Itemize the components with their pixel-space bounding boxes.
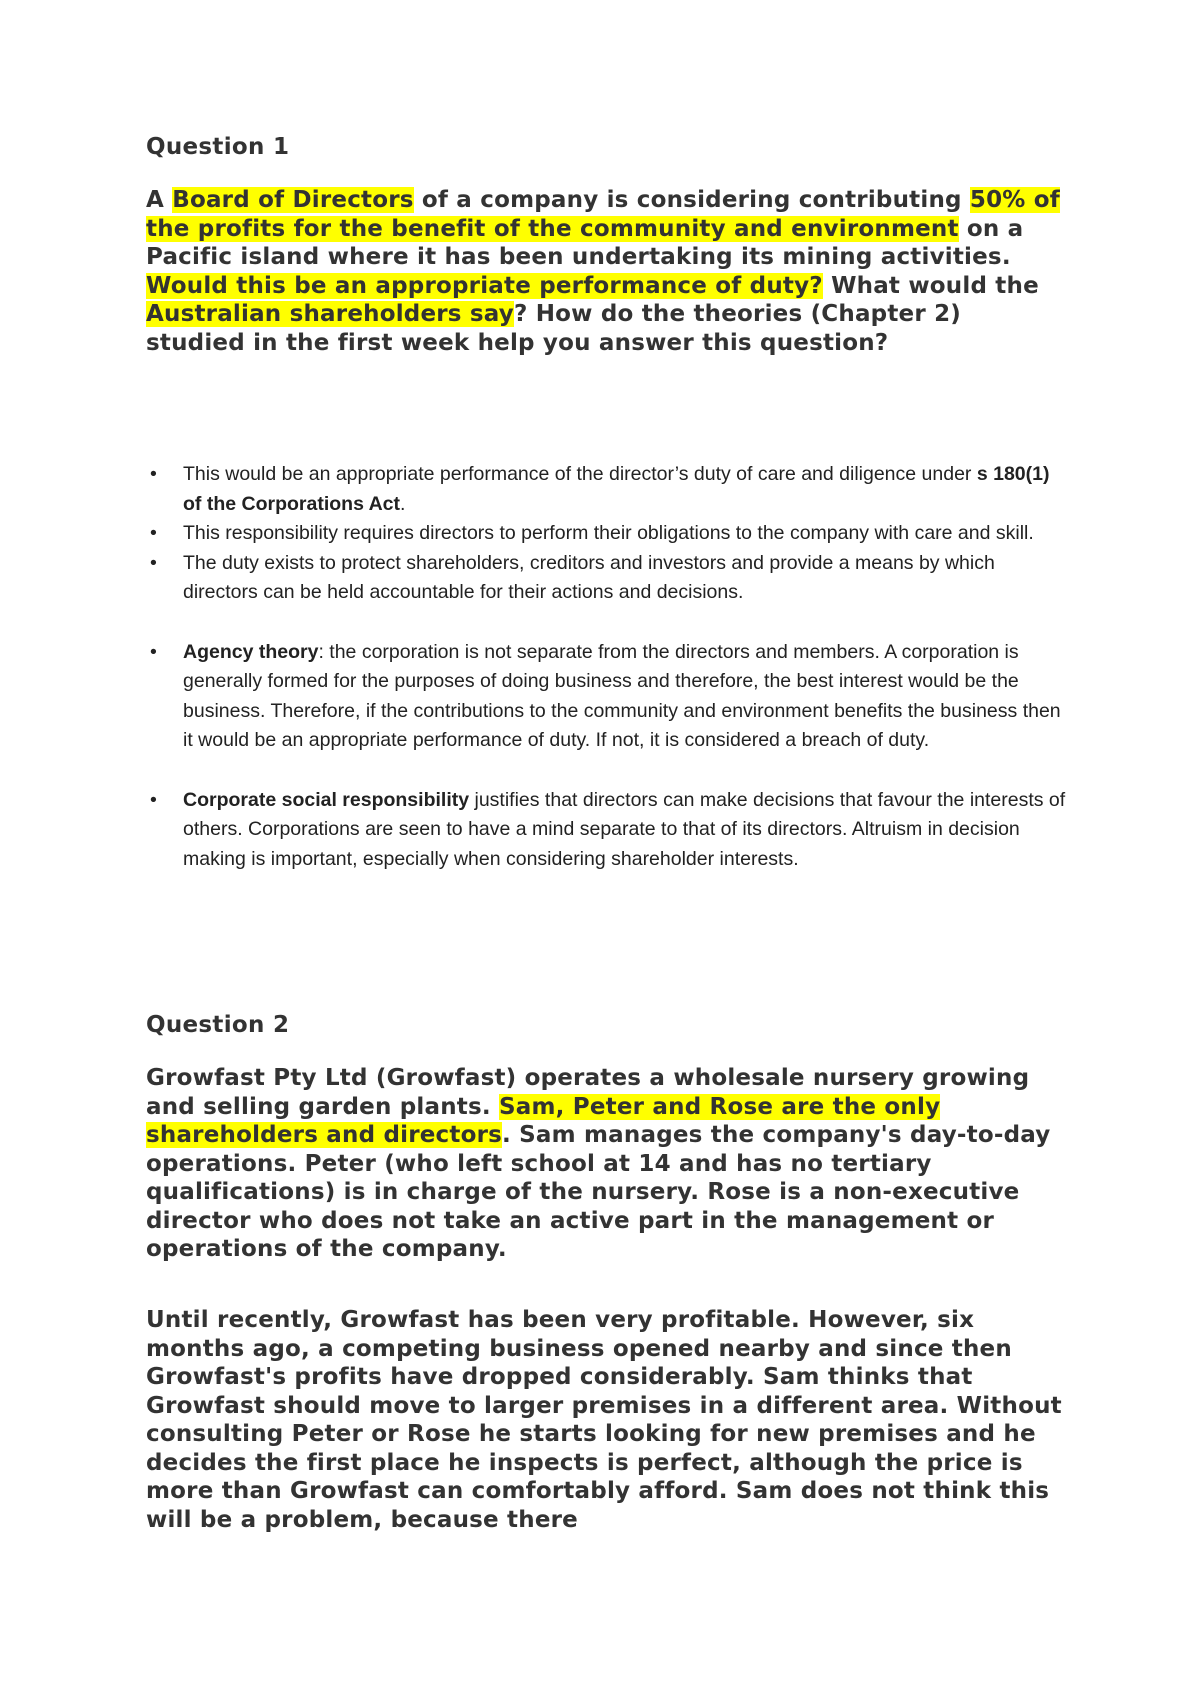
- bullet-term: Corporate social responsibility: [183, 788, 470, 811]
- bullet-icon: •: [150, 551, 157, 574]
- bullet-text: The duty exists to protect shareholders, creditors and investors and provide a means by which directors can be held accountable for their actions and decisions.: [183, 551, 995, 603]
- prompt-segment: A: [146, 187, 173, 213]
- bullet-icon: •: [150, 522, 157, 544]
- prompt-segment: on a Pacific island where it has been undertaking its mining activities.: [146, 215, 1024, 270]
- bullet-icon: •: [150, 788, 157, 811]
- prompt-segment: ? How do the theories (Chapter 2) studied in the first week help you answer this question?: [146, 301, 961, 356]
- bullet-text: This would be an appropriate performance of the director’s duty of care and diligence under: [183, 463, 977, 485]
- paragraph-segment: Growfast Pty Ltd (Growfast) operates a wholesale nursery growing and selling garden plants.: [146, 1065, 1030, 1120]
- bullet-text: : the corporation is not separate from the directors and members. A corporation is generally formed for the purposes of doing business and therefore, the best interest would be the business. Therefore, if the contributions to the community and environment benefits the business then it would be an appropriate performance of duty. If not, it is considered a breach of duty.: [183, 640, 1061, 751]
- bullet-text: .: [400, 492, 406, 515]
- prompt-segment: What would the: [822, 272, 1039, 299]
- question-2-paragraph-1: [146, 1064, 1066, 1264]
- list-item: [146, 638, 1066, 756]
- answer-bullet-list: [146, 460, 1066, 874]
- list-item: [146, 460, 1066, 519]
- list-item: [146, 786, 1066, 875]
- prompt-highlight: 50% of the profits for the benefit of the community and environment: [146, 187, 1060, 242]
- bullet-icon: •: [150, 640, 157, 663]
- bullet-strong-text: s 180(1) of the Corporations Act: [183, 463, 1050, 515]
- prompt-segment: of a company is considering contributing: [413, 187, 970, 213]
- list-item: [146, 549, 1066, 608]
- prompt-highlight: Would this be an appropriate performance of duty?: [146, 272, 823, 299]
- question-2-paragraph-2: Until recently, Growfast has been very profitable. However, six months ago, a competing business opened nearby and since then Growfast's profits have dropped considerably. Sam thinks that Growfast should move to larger premises in a different area. Without consulting Peter or Rose he starts looking for new premises and he decides the first place he inspects is perfect, although the price is more than Growfast can comfortably afford. Sam does not think this will be a problem, because there: [146, 1307, 1062, 1533]
- bullet-text: This responsibility requires directors to perform their obligations to the company with care and skill.: [183, 522, 1034, 544]
- bullet-text: justifies that directors can make decisions that favour the interests of others. Corporations are seen to have a mind separate to that of its directors. Altruism in decision making is important, especially when considering shareholder interests.: [183, 788, 1066, 870]
- paragraph-segment: . Sam manages the company's day-to-day operations. Peter (who left school at 14 and has no tertiary qualifications) is in charge of the nursery. Rose is a non-executive director who does not take an active part in the management or operations of the company.: [146, 1122, 1051, 1262]
- question-1-heading: Question 1: [146, 134, 290, 160]
- paragraph-highlight: Sam, Peter and Rose are the only shareholders and directors: [146, 1093, 941, 1148]
- question-2-heading: Question 2: [146, 1012, 290, 1038]
- bullet-term: Agency theory: [183, 640, 319, 663]
- bullet-icon: •: [150, 463, 157, 485]
- question-1-prompt: [146, 186, 1066, 357]
- prompt-highlight: Board of Directors: [172, 187, 414, 213]
- prompt-highlight: Australian shareholders say: [146, 301, 514, 327]
- list-item: [146, 519, 1066, 549]
